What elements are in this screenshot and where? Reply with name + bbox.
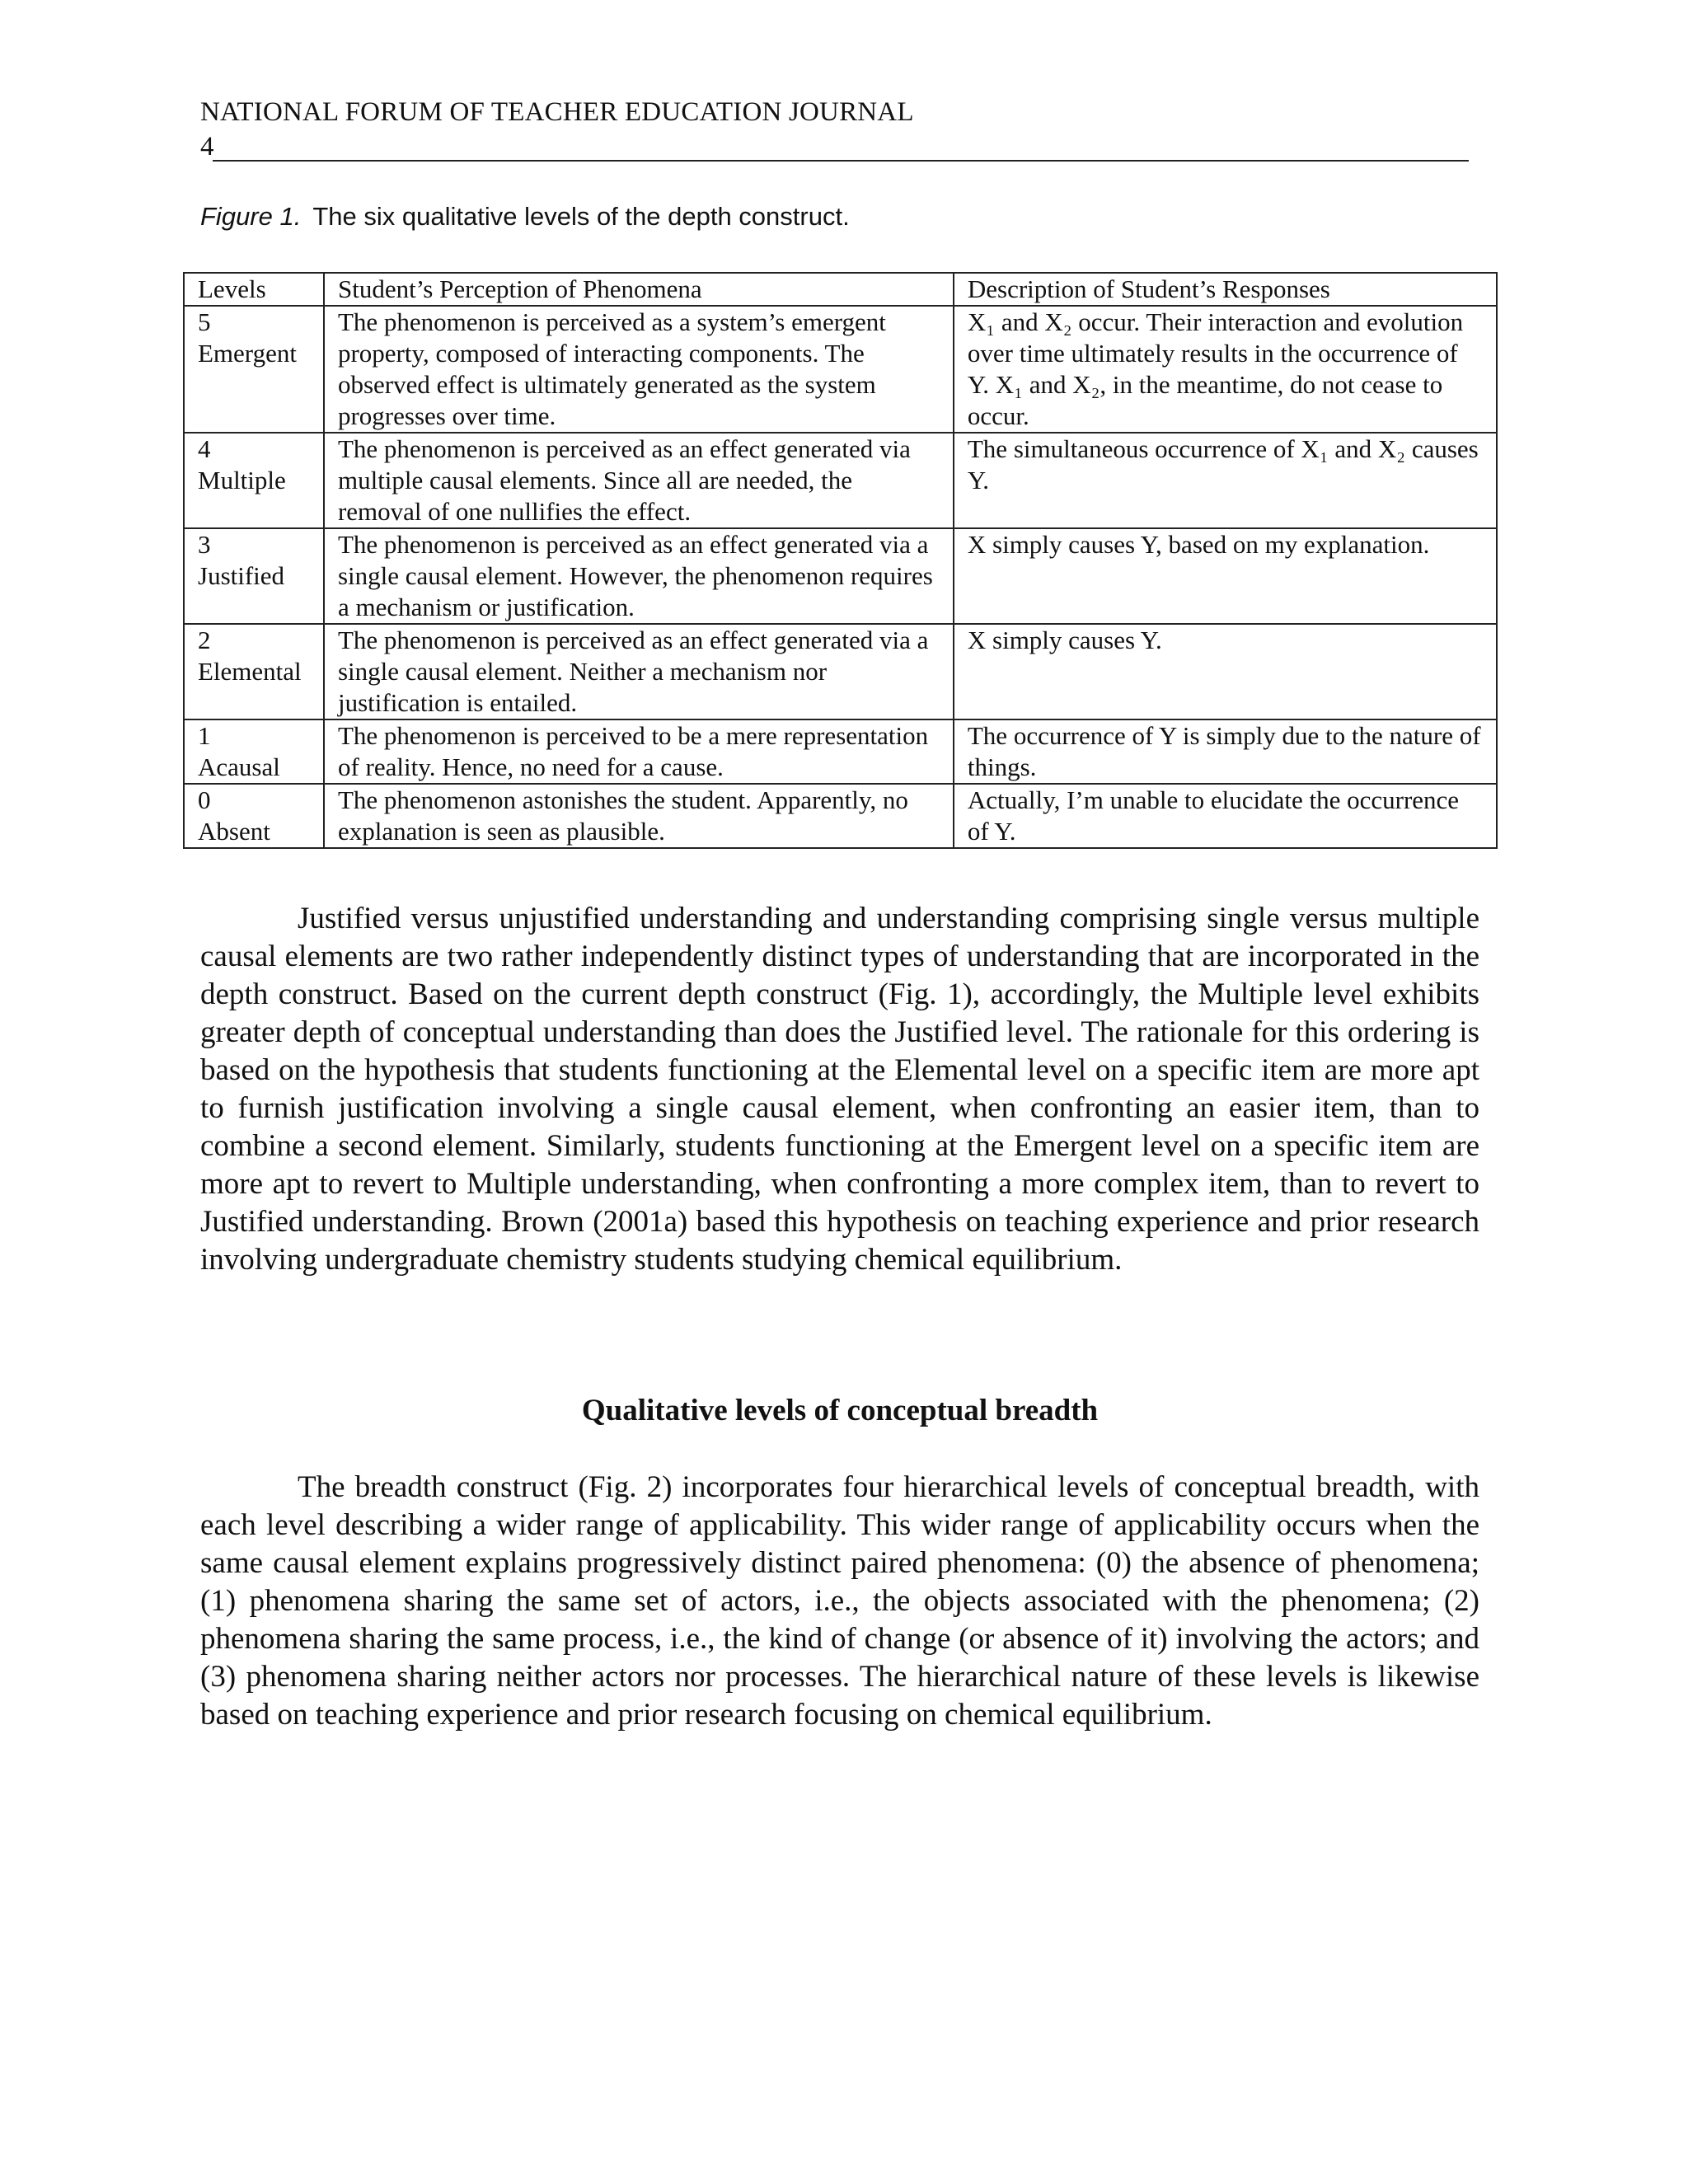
depth-levels-table (183, 272, 1498, 849)
level-number: 4 (198, 434, 211, 463)
column-header-description: Description of Student’s Responses (954, 273, 1497, 306)
level-number: 1 (198, 721, 211, 750)
table-header-row (184, 273, 1497, 306)
description-cell: X simply causes Y. (954, 624, 1497, 719)
level-number: 0 (198, 785, 211, 814)
level-cell (184, 784, 324, 848)
table-row (184, 784, 1497, 848)
level-number: 2 (198, 626, 211, 654)
column-header-perception: Student’s Perception of Phenomena (324, 273, 954, 306)
level-name: Justified (198, 561, 285, 590)
perception-cell: The phenomenon is perceived as an effect generated via a single causal element. However, the phenomenon requires a mechanism or justification. (324, 528, 954, 624)
header-rule (213, 160, 1469, 162)
level-name: Absent (198, 817, 270, 846)
level-name: Emergent (198, 339, 297, 368)
table-row (184, 433, 1497, 528)
page-number: 4 (200, 132, 214, 162)
level-number: 5 (198, 307, 211, 336)
perception-cell: The phenomenon is perceived as an effect generated via a single causal element. Neither a mechanism nor justification is entailed. (324, 624, 954, 719)
journal-title: NATIONAL FORUM OF TEACHER EDUCATION JOURNAL (200, 97, 914, 127)
perception-cell: The phenomenon astonishes the student. Apparently, no explanation is seen as plausible. (324, 784, 954, 848)
table-row (184, 306, 1497, 433)
figure-caption-text: The six qualitative levels of the depth construct. (312, 202, 850, 231)
description-cell: X simply causes Y, based on my explanation. (954, 528, 1497, 624)
description-cell: X₁ and X₂ occur. Their interaction and evolution over time ultimately results in the occurrence of Y. X₁ and X₂, in the meantime, do not cease to occur. (954, 306, 1497, 433)
body-paragraph-breadth: The breadth construct (Fig. 2) incorporates four hierarchical levels of conceptual breadth, with each level describing a wider range of applicability. This wider range of applicability occurs when the same causal element explains progressively distinct paired phenomena: (0) the absence of phenomena; (1) phenomena sharing the same set of actors, i.e., the objects associated with the phenomena; (2) phenomena sharing the same process, i.e., the kind of change (or absence of it) involving the actors; and (3) phenomena sharing neither actors nor processes. The hierarchical nature of these levels is likewise based on teaching experience and prior research focusing on chemical equilibrium. (200, 1470, 1479, 1732)
level-name: Acausal (198, 752, 280, 781)
description-cell: Actually, I’m unable to elucidate the occurrence of Y. (954, 784, 1497, 848)
level-number: 3 (198, 530, 211, 559)
column-header-levels: Levels (184, 273, 324, 306)
perception-cell: The phenomenon is perceived as a system’s emergent property, composed of interacting components. The observed effect is ultimately generated as the system progresses over time. (324, 306, 954, 433)
level-cell (184, 624, 324, 719)
perception-cell: The phenomenon is perceived to be a mere representation of reality. Hence, no need for a cause. (324, 719, 954, 784)
table-row (184, 624, 1497, 719)
body-paragraph-depth: Justified versus unjustified understanding and understanding comprising single versus multiple causal elements are two rather independently distinct types of understanding that are incorporated in the depth construct. Based on the current depth construct (Fig. 1), accordingly, the Multiple level exhibits greater depth of conceptual understanding than does the Justified level. The rationale for this ordering is based on the hypothesis that students functioning at the Elemental level on a specific item are more apt to furnish justification involving a single causal element, when confronting an easier item, than to combine a second element. Similarly, students functioning at the Emergent level on a specific item are more apt to revert to Multiple understanding, when confronting a more complex item, than to revert to Justified understanding. Brown (2001a) based this hypothesis on teaching experience and prior research involving undergraduate chemistry students studying chemical equilibrium. (200, 902, 1479, 1277)
level-name: Multiple (198, 466, 286, 494)
figure-caption (200, 202, 850, 232)
perception-cell: The phenomenon is perceived as an effect generated via multiple causal elements. Since all are needed, the removal of one nullifies the effect. (324, 433, 954, 528)
description-cell: The occurrence of Y is simply due to the nature of things. (954, 719, 1497, 784)
section-heading: Qualitative levels of conceptual breadth (581, 1394, 1099, 1427)
level-cell (184, 528, 324, 624)
level-cell (184, 306, 324, 433)
level-name: Elemental (198, 657, 302, 686)
description-cell: The simultaneous occurrence of X₁ and X₂ causes Y. (954, 433, 1497, 528)
level-cell (184, 433, 324, 528)
table-row (184, 719, 1497, 784)
level-cell (184, 719, 324, 784)
table-row (184, 528, 1497, 624)
figure-label: Figure 1. (200, 202, 302, 231)
